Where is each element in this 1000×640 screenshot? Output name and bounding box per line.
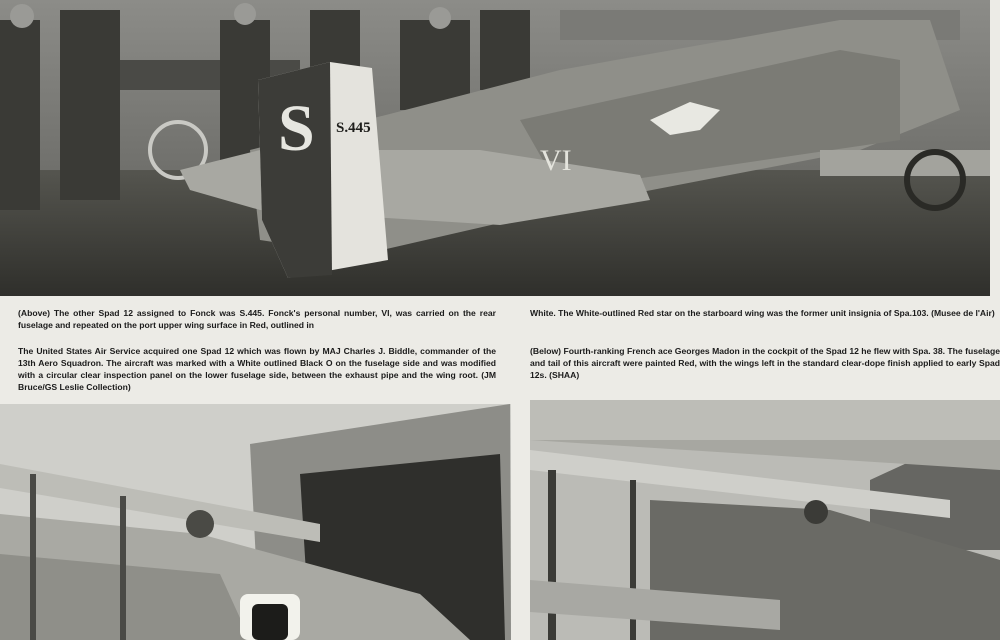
photo-spad-s445	[0, 0, 990, 296]
caption-usas-biddle: The United States Air Service acquired one Spad 12 which was flown by MAJ Charles J. Biddle, commander of the 13th Aero Squadron. The aircraft was marked with a White outlined Black O on the fuselage side and was modified with a circular clear inspection panel on the lower fuselage side, between the exhaust pipe and the wing root. (JM Bruce/GS Leslie Collection)	[18, 345, 496, 393]
caption-below-madon: (Below) Fourth-ranking French ace Georges Madon in the cockpit of the Spad 12 he flew with Spa. 38. The fuselage and tail of this aircraft were painted Red, with the wings left in the standard clear-dope finish applied to early Spad 12s. (SHAA)	[530, 345, 1000, 380]
caption-above-fonck: (Above) The other Spad 12 assigned to Fonck was S.445. Fonck's personal number, VI, was carried on the rear fuselage and repeated on the port upper wing surface in Red, outlined in	[18, 307, 496, 330]
tail-letter: S	[278, 92, 315, 165]
fuselage-number: VI	[540, 144, 572, 177]
tail-serial: S.445	[336, 120, 371, 136]
photo-madon-spad	[530, 400, 1000, 640]
photo-biddle-spad	[0, 404, 511, 640]
caption-above-continued: White. The White-outlined Red star on the starboard wing was the former unit insignia of Spa.103. (Musee de l'Air)	[530, 307, 995, 318]
